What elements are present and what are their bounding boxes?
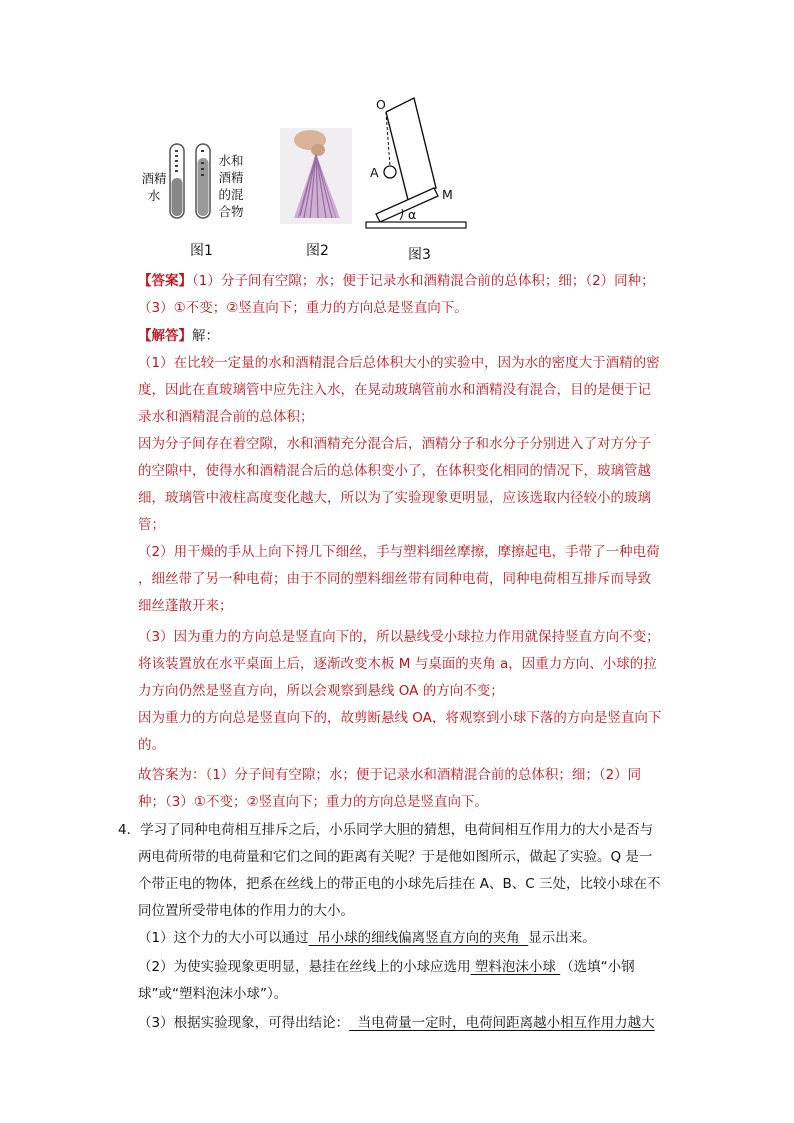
answer-text-1: （1）分子间有空隙；水；便于记录水和酒精混合前的总体积；细；（2）同种； [192, 273, 655, 289]
fig3-label-O: O [376, 97, 386, 112]
solution-line: 将该装置放在水平桌面上后，逐渐改变木板 M 与桌面的夹角 a，因重力方向、小球的拉 [138, 656, 657, 672]
test-tubes-diagram [168, 142, 218, 224]
answer-blank-1: 吊小球的细线偏离竖直方向的夹角 [308, 930, 529, 946]
figure-3 [362, 96, 472, 236]
solution-line: 力方向仍然是竖直方向，所以会观察到悬线 OA 的方向不变； [138, 683, 504, 699]
solution-line: 管； [138, 517, 165, 533]
answer-tag: 【答案】 [138, 273, 192, 289]
solution-line: （3）因为重力的方向总是竖直向下的，所以悬线受小球拉力作用就保持竖直方向不变； [138, 629, 660, 645]
solution-line: 因为重力的方向总是竖直向下的，故剪断悬线 OA，将观察到小球下落的方向是竖直向下 [138, 710, 662, 726]
solution-line: 的空隙中，使得水和酒精混合后的总体积变小了，在体积变化相同的情况下，玻璃管越 [138, 463, 651, 479]
solution-line: 录水和酒精混合前的总体积； [138, 409, 314, 425]
question-4-sub-2-cont: 球”或“塑料泡沫小球”）。 [138, 986, 288, 1002]
solution-line: （2）用干燥的手从上向下捋几下细丝，手与塑料细丝摩擦，摩擦起电，手带了一种电荷 [138, 544, 660, 560]
fig3-label-M: M [442, 187, 453, 202]
solution-line: 度，因此在直玻璃管中应先注入水，在晃动玻璃管前水和酒精没有混合，目的是便于记 [138, 382, 651, 398]
question-4-line: 两电荷所带的电荷量和它们之间的距离有关呢？于是他如图所示，做起了实验。Q 是一 [138, 849, 653, 865]
solution-line: 的。 [138, 737, 165, 753]
final-answer-line-1: 故答案为：（1）分子间有空隙；水；便于记录水和酒精混合前的总体积；细；（2）同 [138, 767, 642, 783]
fig1-caption: 图1 [190, 243, 213, 259]
fig1-right-label: 水和 酒精 的混 合物 [218, 153, 244, 219]
figure-2 [280, 128, 352, 224]
question-4-line: 个带正电的物体，把系在丝线上的带正电的小球先后挂在 A、B、C 三处，比较小球在不 [138, 876, 661, 892]
fig3-caption: 图3 [408, 247, 431, 263]
plastic-strands-image [280, 128, 352, 224]
question-4-sub-3: （3）根据实验现象，可得出结论： 当电荷量一定时，电荷间距离越小相互作用力越大 [138, 1015, 655, 1031]
question-4-sub-2: （2）为使实验现象更明显，悬挂在丝线上的小球应选用 塑料泡沫小球 （选填“小钢 [138, 959, 635, 975]
question-4-line-1: 4．学习了同种电荷相互排斥之后，小乐同学大胆的猜想，电荷间相互作用力的大小是否与 [118, 822, 654, 838]
question-4-sub-1: （1）这个力的大小可以通过 吊小球的细线偏离竖直方向的夹角 显示出来。 [138, 930, 596, 946]
figure-1 [140, 140, 250, 250]
solution-line: 细，玻璃管中液柱高度变化越大，所以为了实验现象更明显，应该选取内径较小的玻璃 [138, 490, 651, 506]
solution-line: 细丝蓬散开来； [138, 598, 233, 614]
solution-line: （1）在比较一定量的水和酒精混合后总体积大小的实验中，因为水的密度大于酒精的密 [138, 355, 660, 371]
solution-tag: 【解答】 [138, 328, 192, 344]
fig1-left-label: 酒精 水 [141, 171, 167, 203]
answer-blank-3: 当电荷量一定时，电荷间距离越小相互作用力越大 [349, 1015, 655, 1031]
question-4-line: 同位置所受带电体的作用力的大小。 [138, 903, 354, 919]
solution-heading: 【解答】解： [138, 328, 219, 344]
fig3-label-alpha: α [408, 207, 417, 222]
answer-blank-2: 塑料泡沫小球 [470, 959, 561, 975]
answer-line-2: （3）①不变；②竖直向下；重力的方向总是竖直向下。 [138, 300, 468, 316]
final-answer-line-2: 种；（3）①不变；②竖直向下；重力的方向总是竖直向下。 [138, 794, 489, 810]
fig2-caption: 图2 [306, 243, 329, 259]
solution-line: 因为分子间存在着空隙，水和酒精充分混合后，酒精分子和水分子分别进入了对方分子 [138, 436, 651, 452]
solution-line: ，细丝带了另一种电荷；由于不同的塑料细丝带有同种电荷，同种电荷相互排斥而导致 [138, 571, 651, 587]
answer-line-1 [138, 268, 655, 295]
fig3-label-A: A [370, 165, 379, 180]
question-number: 4． [118, 822, 141, 838]
